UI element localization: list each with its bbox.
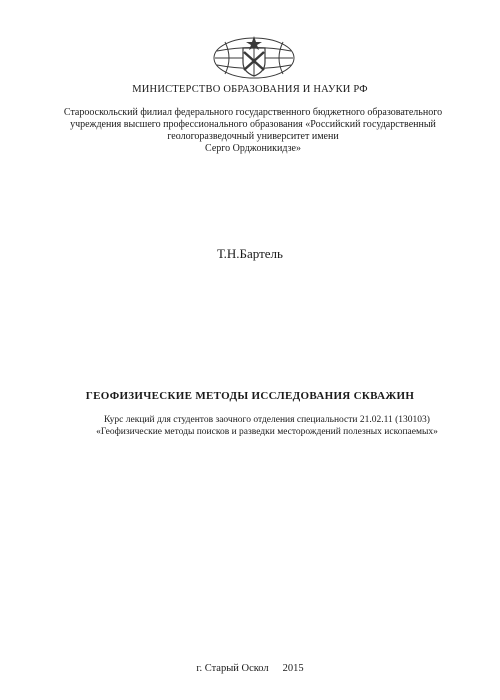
ministry-name: МИНИСТЕРСТВО ОБРАЗОВАНИЯ И НАУКИ РФ — [132, 84, 368, 95]
university-emblem-icon — [213, 34, 295, 80]
author-name: Т.Н.Бартель — [217, 246, 283, 261]
institution-line: учреждения высшего профессионального образования «Российский государственный — [70, 119, 436, 130]
subtitle-line: Курс лекций для студентов заочного отделения специальности 21.02.11 (130103) — [104, 415, 430, 425]
publication-city: г. Старый Оскол — [196, 663, 269, 674]
institution-line: геологоразведочный университет имени — [167, 131, 339, 142]
institution-line: Старооскольский филиал федерального государственного бюджетного образовательного — [63, 107, 443, 118]
document-title: ГЕОФИЗИЧЕСКИЕ МЕТОДЫ ИССЛЕДОВАНИЯ СКВАЖИН — [85, 390, 415, 402]
publication-info — [0, 663, 500, 674]
subtitle-line: «Геофизические методы поисков и разведки месторождений полезных ископаемых» — [96, 427, 438, 437]
document-subtitle — [40, 414, 494, 438]
institution-line: Серго Орджоникидзе» — [205, 143, 301, 154]
institution-name — [30, 107, 476, 155]
publication-year: 2015 — [282, 663, 304, 674]
